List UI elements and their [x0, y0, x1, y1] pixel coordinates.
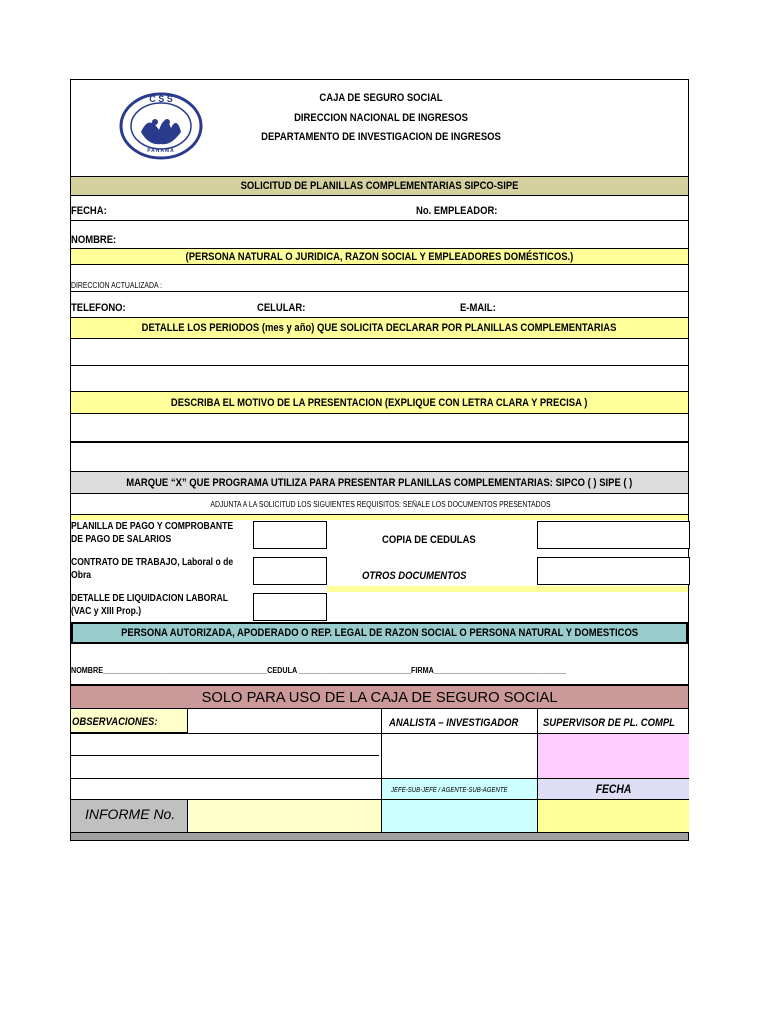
- detalle-checkbox[interactable]: [253, 593, 327, 621]
- motivo-text: DESCRIBA EL MOTIVO DE LA PRESENTACION (EXPLIQUE CON LETRA CLARA Y PRECISA ): [171, 396, 588, 409]
- supervisor-area: [538, 734, 689, 778]
- css-section-band: [71, 685, 688, 709]
- form-title: SOLICITUD DE PLANILLAS COMPLEMENTARIAS SIPCO-SIPE: [240, 180, 519, 192]
- otros-checkbox[interactable]: [537, 557, 690, 585]
- fecha-value-area[interactable]: [538, 800, 689, 832]
- fecha-css-label: FECHA: [595, 782, 632, 796]
- informe-value-area[interactable]: [189, 800, 381, 832]
- logo-bottom-text: PANAMA: [147, 148, 175, 154]
- empleador-label: No. EMPLEADOR:: [416, 205, 498, 217]
- contrato-label-1: CONTRATO DE TRABAJO, Laboral o de: [71, 557, 234, 568]
- fecha-label: FECHA:: [71, 205, 107, 217]
- header-org: CAJA DE SEGURO SOCIAL: [319, 92, 443, 104]
- detalle-label-1: DETALLE DE LIQUIDACION LABORAL: [71, 593, 229, 604]
- copia-checkbox[interactable]: [537, 521, 690, 549]
- autorizada-band: [71, 622, 688, 644]
- copia-label: COPIA DE CEDULAS: [382, 534, 476, 546]
- planilla-label-1: PLANILLA DE PAGO Y COMPROBANTE: [71, 521, 234, 532]
- observaciones-label: OBSERVACIONES:: [72, 716, 158, 728]
- telefono-label: TELEFONO:: [71, 302, 126, 314]
- jefe-label: JEFE-SUB-JEFE / AGENTE-SUB-AGENTE: [391, 787, 508, 794]
- persona-note: (PERSONA NATURAL O JURIDICA, RAZON SOCIAL Y EMPLEADORES DOMÉSTICOS.): [185, 250, 574, 263]
- request-form: [70, 79, 689, 841]
- direccion-label: DIRECCION ACTUALIZADA :: [71, 281, 162, 290]
- css-logo: [119, 92, 203, 160]
- planilla-checkbox[interactable]: [253, 521, 327, 549]
- autorizada-text: PERSONA AUTORIZADA, APODERADO O REP. LEGAL DE RAZON SOCIAL O PERSONA NATURAL Y DOMESTICOS: [120, 627, 639, 639]
- firma-line: NOMBRE_________________________________________CEDULA ____________________________FIRMA_________________________________: [71, 666, 566, 675]
- requisitos-note: ADJUNTA A LA SOLICITUD LOS SIGUIENTES REQUISITOS: SEÑALE LOS DOCUMENTOS PRESENTADOS: [210, 500, 551, 509]
- analista-label: ANALISTA – INVESTIGADOR: [389, 717, 519, 729]
- otros-label: OTROS DOCUMENTOS: [362, 570, 467, 582]
- header-direction: DIRECCION NACIONAL DE INGRESOS: [294, 112, 468, 124]
- jefe-value-area[interactable]: [382, 800, 537, 832]
- supervisor-label: SUPERVISOR DE PL. COMPL: [543, 717, 675, 729]
- informe-label: INFORME No.: [85, 806, 176, 822]
- contrato-checkbox[interactable]: [253, 557, 327, 585]
- header-department: DEPARTAMENTO DE INVESTIGACION DE INGRESOS: [261, 131, 501, 143]
- programa-text: MARQUE “X” QUE PROGRAMA UTILIZA PARA PRESENTAR PLANILLAS COMPLEMENTARIAS: SIPCO ( ) SIPE ( ): [126, 476, 633, 489]
- contrato-label-2: Obra: [71, 570, 92, 581]
- logo-top-text: C S S: [149, 94, 173, 104]
- persona-note-band: [71, 248, 688, 265]
- form-title-band: [71, 176, 688, 196]
- nombre-label: NOMBRE:: [71, 234, 117, 246]
- planilla-label-2: DE PAGO DE SALARIOS: [71, 534, 172, 545]
- detalle-label-2: (VAC y XIII Prop.): [71, 606, 142, 617]
- periodos-text: DETALLE LOS PERIODOS (mes y año) QUE SOLICITA DECLARAR POR PLANILLAS COMPLEMENTARIAS: [142, 322, 617, 334]
- periodos-band: [71, 317, 688, 339]
- motivo-band: [71, 391, 688, 414]
- programa-band: [71, 471, 688, 494]
- email-label: E-MAIL:: [460, 302, 496, 314]
- celular-label: CELULAR:: [257, 302, 306, 314]
- css-section-title: SOLO PARA USO DE LA CAJA DE SEGURO SOCIAL: [201, 688, 558, 706]
